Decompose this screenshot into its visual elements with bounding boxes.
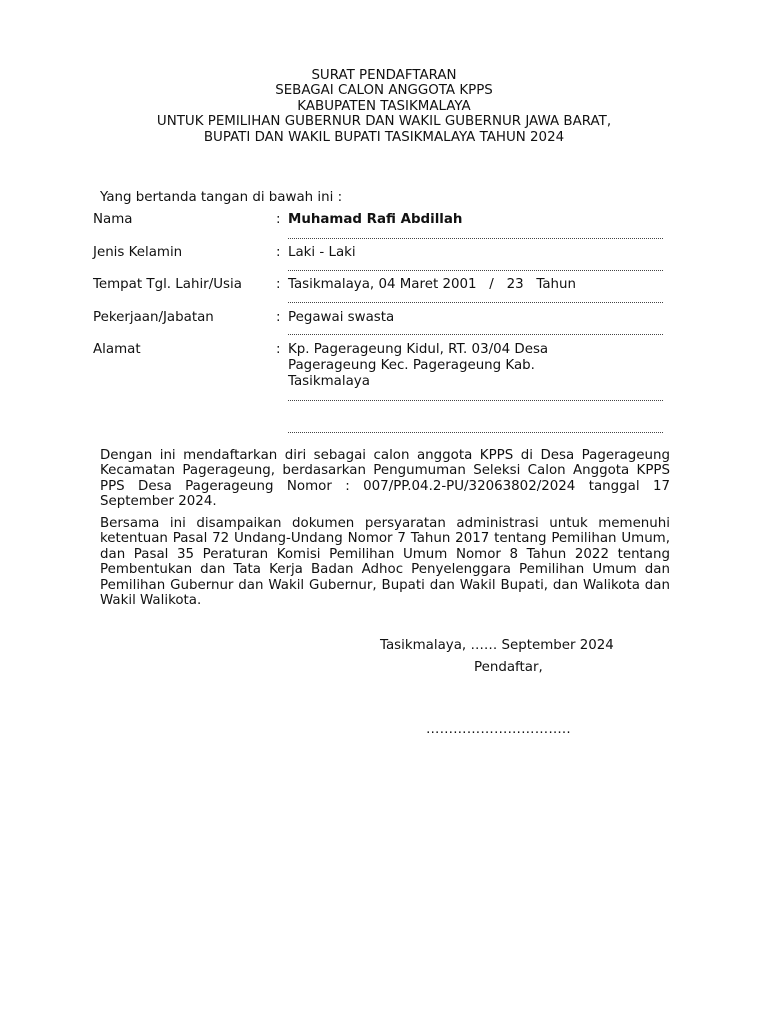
signature-role: Pendaftar, — [474, 660, 543, 675]
field-colon: : — [276, 212, 281, 227]
field-colon: : — [276, 342, 281, 357]
field-value: Muhamad Rafi Abdillah — [288, 212, 463, 227]
field-label: Pekerjaan/Jabatan — [93, 310, 214, 325]
field-label: Jenis Kelamin — [93, 245, 183, 260]
dotted-line — [288, 302, 663, 303]
field-value: Laki - Laki — [288, 245, 356, 260]
signature-line: ………………………….. — [426, 722, 571, 737]
signature-place-date: Tasikmalaya, …… September 2024 — [380, 638, 614, 653]
field-label: Alamat — [93, 342, 141, 357]
dotted-line — [288, 238, 663, 239]
field-value: Kp. Pagerageung Kidul, RT. 03/04 Desa Pagerageung Kec. Pagerageung Kab. Tasikmalaya — [288, 342, 549, 389]
title-line-4: UNTUK PEMILIHAN GUBERNUR DAN WAKIL GUBERNUR JAWA BARAT, — [156, 114, 612, 130]
paragraph-documents: Bersama ini disampaikan dokumen persyaratan administrasi untuk memenuhi ketentuan Pasal 72 Undang-Undang Nomor 7 Tahun 2017 tentang Pemilihan Umum, dan Pasal 35 Peraturan Komisi Pemilihan Umum Nomor 8 Tahun 2022 tentang Pembentukan dan Tata Kerja Badan Adhoc Penyelenggara Pemilihan Umum dan Pemilihan Gubernur dan Wakil Gubernur, Bupati dan Wakil Bupati, dan Walikota dan Wakil Walikota. — [100, 516, 670, 609]
field-label: Tempat Tgl. Lahir/Usia — [93, 277, 242, 292]
dotted-line — [288, 270, 663, 271]
field-colon: : — [276, 310, 281, 325]
field-value: Pegawai swasta — [288, 310, 395, 325]
title-line-3: KABUPATEN TASIKMALAYA — [297, 98, 471, 114]
paragraph-registration: Dengan ini mendaftarkan diri sebagai calon anggota KPPS di Desa Pagerageung Kecamatan Pagerageung, berdasarkan Pengumuman Seleksi Calon Anggota KPPS PPS Desa Pagerageung Nomor : 007/PP.04.2-PU/32063802/2024 tanggal 17 September 2024. — [100, 448, 670, 510]
title-line-5: BUPATI DAN WAKIL BUPATI TASIKMALAYA TAHUN 2024 — [203, 129, 565, 145]
document-title — [0, 68, 768, 145]
field-value: Tasikmalaya, 04 Maret 2001 / 23 Tahun — [288, 277, 577, 292]
field-colon: : — [276, 277, 281, 292]
title-line-1: SURAT PENDAFTARAN — [311, 68, 457, 83]
intro-text: Yang bertanda tangan di bawah ini : — [100, 190, 343, 205]
dotted-line — [288, 400, 663, 401]
title-line-2: SEBAGAI CALON ANGGOTA KPPS — [275, 83, 493, 99]
field-label: Nama — [93, 212, 133, 227]
field-colon: : — [276, 245, 281, 260]
dotted-line — [288, 432, 663, 433]
dotted-line — [288, 334, 663, 335]
